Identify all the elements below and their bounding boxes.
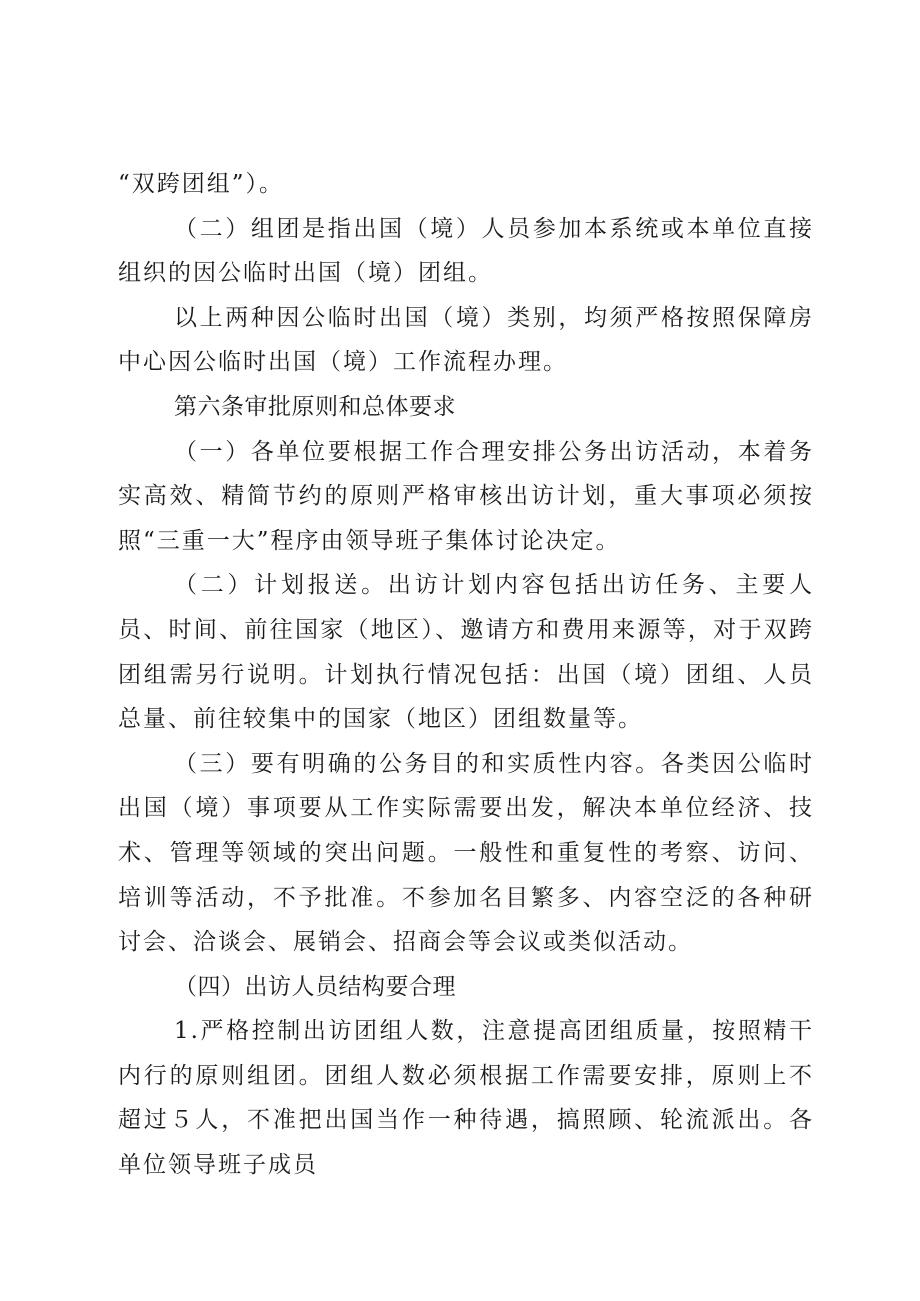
paragraph-principle-three: （三）要有明确的公务目的和实质性内容。各类因公临时出国（境）事项要从工作实际需要出发，解决本单位经济、技术、管理等领域的突出问题。一般性和重复性的考察、访问、培训等活动，不予批准。不参加名目繁多、内容空泛的各种研讨会、洽谈会、展销会、招商会等会议或类似活动。 bbox=[118, 750, 814, 956]
paragraph-double-cross-group-tail: “双跨团组”）。 bbox=[118, 171, 285, 197]
paragraph-principle-two: （二）计划报送。出访计划内容包括出访任务、主要人员、时间、前往国家（地区）、邀请方和费用来源等，对于双跨团组需另行说明。计划执行情况包括：出国（境）团组、人员总量、前往较集中的国家（地区）团组数量等。 bbox=[118, 572, 814, 733]
paragraph-categories-procedure: 以上两种因公临时出国（境）类别，均须严格按照保障房中心因公临时出国（境）工作流程办理。 bbox=[118, 304, 814, 376]
article-six-heading: 第六条审批原则和总体要求 bbox=[174, 393, 456, 420]
paragraph-item-one: 1.严格控制出访团组人数，注意提高团组质量，按照精干内行的原则组团。团组人数必须根据工作需要安排，原则上不超过５人，不准把出国当作一种待遇，搞照顾、轮流派出。各单位领导班子成员 bbox=[118, 1018, 814, 1179]
paragraph-group-definition: （二）组团是指出国（境）人员参加本系统或本单位直接组织的因公临时出国（境）团组。 bbox=[118, 215, 814, 287]
document-body bbox=[118, 162, 814, 1188]
paragraph-principle-one: （一）各单位要根据工作合理安排公务出访活动，本着务实高效、精简节约的原则严格审核出访计划，重大事项必须按照“三重一大”程序由领导班子集体讨论决定。 bbox=[118, 438, 814, 554]
paragraph-principle-four-heading: （四）出访人员结构要合理 bbox=[174, 973, 456, 1000]
